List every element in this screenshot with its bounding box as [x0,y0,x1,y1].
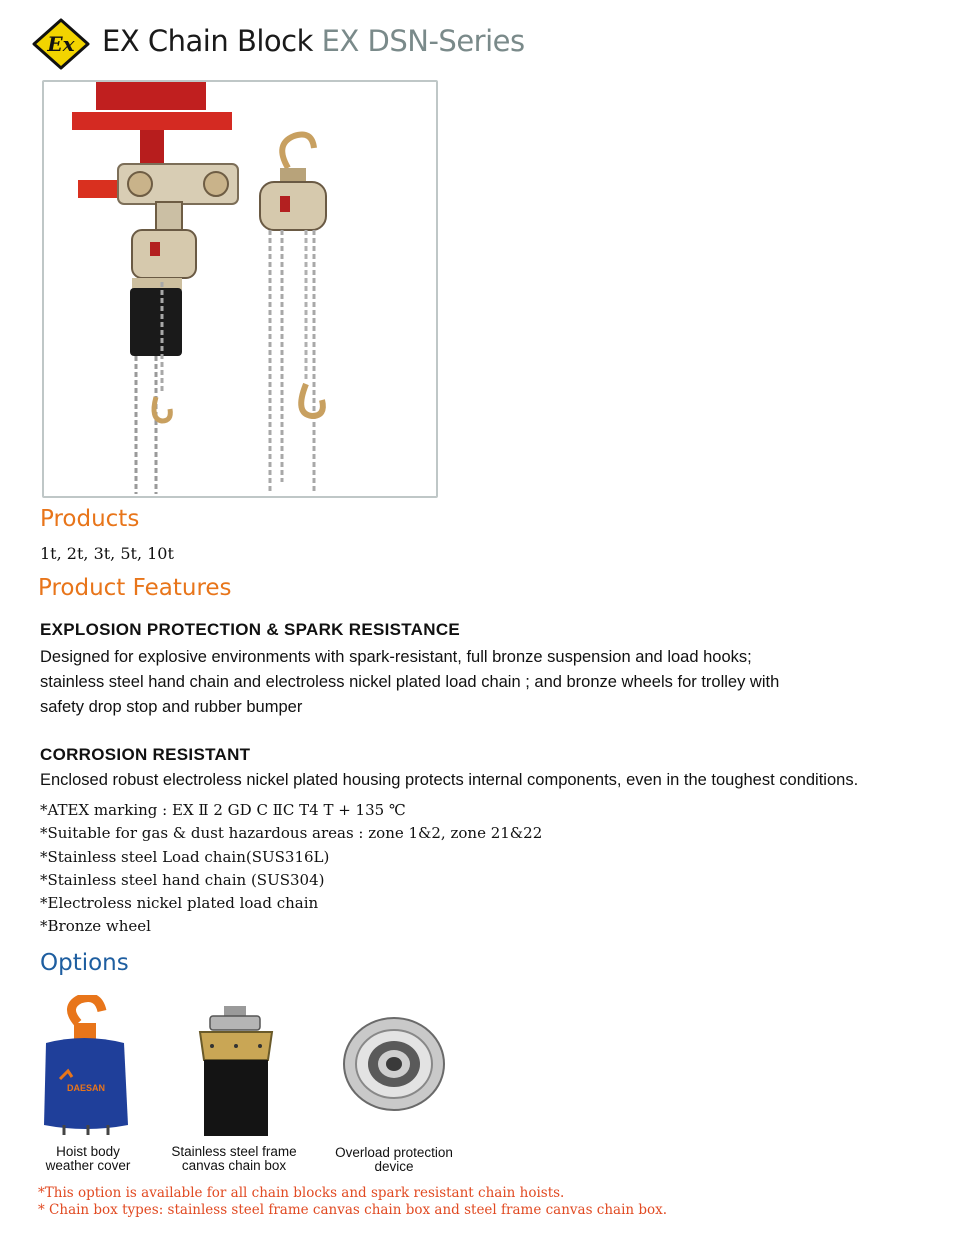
bullet-hand-chain: *Stainless steel hand chain (SUS304) [40,870,325,889]
option-caption-weather-cover [30,1145,146,1173]
caption-line: Overload protection [335,1145,453,1160]
caption-line: Stainless steel frame [171,1144,297,1159]
feature-line: safety drop stop and rubber bumper [40,698,303,716]
ex-logo [32,18,90,70]
product-capacities: 1t, 2t, 3t, 5t, 10t [40,544,174,563]
caption-line: Hoist body [56,1144,120,1159]
title-series: EX DSN-Series [321,24,525,58]
option-image-overload-device [342,1016,446,1117]
brand-label: DAESAN [66,1083,106,1093]
option-caption-overload-device [326,1146,462,1174]
feature-bullet-list [40,799,542,939]
page-title [102,24,525,58]
option-image-chain-box [192,1002,278,1147]
bullet-load-chain: *Stainless steel Load chain(SUS316L) [40,847,330,866]
options-note-chain-box-types: * Chain box types: stainless steel frame canvas chain box and steel frame canvas chain box. [38,1202,668,1218]
caption-line: device [374,1159,414,1174]
caption-line: canvas chain box [181,1158,287,1173]
bullet-atex: *ATEX marking : EX Ⅱ 2 GD C ⅡC T4 T + 135 ℃ [40,801,406,819]
feature-text-explosion [40,645,920,720]
beam-top [96,82,206,110]
feature-line: Designed for explosive environments with spark-resistant, full bronze suspension and load hooks; [40,648,752,666]
products-heading: Products [40,506,140,532]
feature-line: stainless steel hand chain and electroless nickel plated load chain ; and bronze wheels for trolley with [40,673,780,691]
bullet-bronze-wheel: *Bronze wheel [40,917,151,936]
title-main: EX Chain Block [102,24,313,58]
feature-title-explosion: EXPLOSION PROTECTION & SPARK RESISTANCE [40,620,461,639]
feature-text-corrosion: Enclosed robust electroless nickel plated housing protects internal components, even in the toughest conditions. [40,771,859,789]
option-caption-chain-box [160,1145,308,1173]
feature-title-corrosion: CORROSION RESISTANT [40,745,251,764]
bullet-nickel-chain: *Electroless nickel plated load chain [40,894,319,913]
product-photo [42,80,438,498]
option-image-weather-cover [38,995,130,1142]
features-heading: Product Features [38,575,232,601]
options-heading: Options [40,950,129,976]
bullet-zones: *Suitable for gas & dust hazardous areas : zone 1&2, zone 21&22 [40,824,543,843]
options-note-availability: *This option is available for all chain blocks and spark resistant chain hoists. [38,1185,565,1201]
caption-line: weather cover [45,1158,131,1173]
ex-logo-text: Ex [47,32,75,56]
